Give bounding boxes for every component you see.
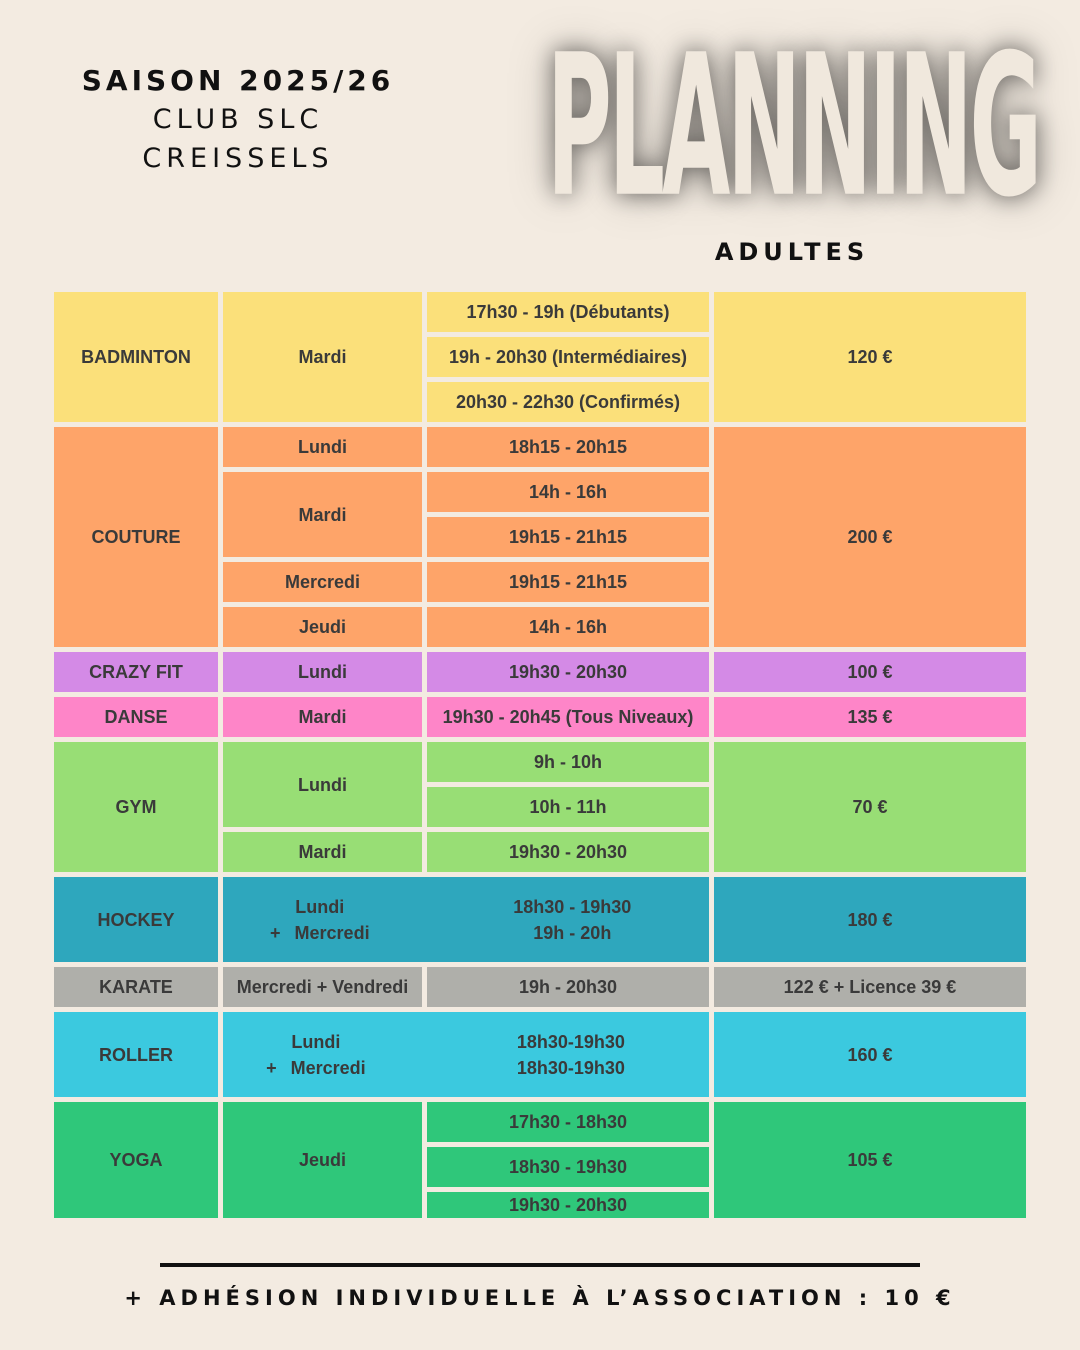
day-cell: Mardi — [223, 292, 422, 422]
divider — [160, 1263, 920, 1267]
day-cell — [213, 1029, 419, 1081]
time-cell: 14h - 16h — [427, 607, 709, 647]
time-cell: 19h30 - 20h30 — [427, 832, 709, 872]
activity-name-yoga: YOGA — [54, 1102, 218, 1218]
day-cell: Mardi — [223, 697, 422, 737]
price-cell: 180 € — [714, 877, 1026, 962]
time-cell: 19h30 - 20h45 (Tous Niveaux) — [427, 697, 709, 737]
time-label: 19h - 20h — [533, 922, 612, 943]
day-label: Lundi — [295, 896, 345, 917]
day-cell — [218, 894, 422, 946]
activity-name-hockey: HOCKEY — [54, 877, 218, 962]
day-cell: Lundi — [223, 742, 422, 827]
time-cell — [436, 894, 709, 946]
day-label: Mercredi — [290, 1057, 366, 1078]
time-cell: 18h30 - 19h30 — [427, 1147, 709, 1187]
time-cell: 19h30 - 20h30 — [427, 652, 709, 692]
time-cell: 19h - 20h30 (Intermédiaires) — [427, 337, 709, 377]
time-cell: 19h15 - 21h15 — [427, 562, 709, 602]
day-cell: Mardi — [223, 832, 422, 872]
activity-name-crazy-fit: CRAZY FIT — [54, 652, 218, 692]
price-cell: 122 € + Licence 39 € — [714, 967, 1026, 1007]
time-cell: 20h30 - 22h30 (Confirmés) — [427, 382, 709, 422]
town-name: CREISSELS — [142, 143, 334, 174]
time-label: 18h30-19h30 — [516, 1031, 625, 1052]
time-cell — [433, 1029, 709, 1081]
activity-name-couture: COUTURE — [54, 427, 218, 647]
time-cell: 19h - 20h30 — [427, 967, 709, 1007]
plus-sign: + — [270, 922, 281, 943]
day-cell: Jeudi — [223, 1102, 422, 1218]
club-header — [60, 62, 416, 178]
time-cell: 9h - 10h — [427, 742, 709, 782]
price-cell: 200 € — [714, 427, 1026, 647]
activity-name-badminton: BADMINTON — [54, 292, 218, 422]
time-cell: 18h15 - 20h15 — [427, 427, 709, 467]
schedule-table — [54, 292, 1026, 1218]
day-label: Lundi — [291, 1031, 341, 1052]
club-name: CLUB SLC — [152, 104, 324, 135]
time-cell: 17h30 - 19h (Débutants) — [427, 292, 709, 332]
day-cell: Lundi — [223, 652, 422, 692]
activity-name-danse: DANSE — [54, 697, 218, 737]
day-cell: Mercredi — [223, 562, 422, 602]
price-cell: 120 € — [714, 292, 1026, 422]
day-cell: Mardi — [223, 472, 422, 557]
time-cell: 14h - 16h — [427, 472, 709, 512]
time-cell: 19h15 - 21h15 — [427, 517, 709, 557]
roller-days-times — [223, 1012, 709, 1097]
activity-name-karate: KARATE — [54, 967, 218, 1007]
page-subtitle: ADULTES — [714, 238, 870, 266]
plus-sign: + — [266, 1057, 277, 1078]
activity-name-gym: GYM — [54, 742, 218, 872]
price-cell: 100 € — [714, 652, 1026, 692]
time-cell: 10h - 11h — [427, 787, 709, 827]
time-cell: 19h30 - 20h30 — [427, 1192, 709, 1218]
price-cell: 70 € — [714, 742, 1026, 872]
price-cell: 135 € — [714, 697, 1026, 737]
price-cell: 160 € — [714, 1012, 1026, 1097]
day-label: Mercredi — [294, 922, 370, 943]
hockey-days-times — [223, 877, 709, 962]
day-cell: Mercredi + Vendredi — [223, 967, 422, 1007]
activity-name-roller: ROLLER — [54, 1012, 218, 1097]
day-cell: Lundi — [223, 427, 422, 467]
membership-note: + ADHÉSION INDIVIDUELLE À L’ASSOCIATION : 10 € — [124, 1286, 956, 1310]
time-label: 18h30 - 19h30 — [513, 896, 632, 917]
time-label: 18h30-19h30 — [516, 1057, 625, 1078]
day-cell: Jeudi — [223, 607, 422, 647]
time-cell: 17h30 - 18h30 — [427, 1102, 709, 1142]
price-cell: 105 € — [714, 1102, 1026, 1218]
season-label: SAISON 2025/26 — [81, 64, 395, 97]
page-title: PLANNING — [547, 12, 1039, 241]
